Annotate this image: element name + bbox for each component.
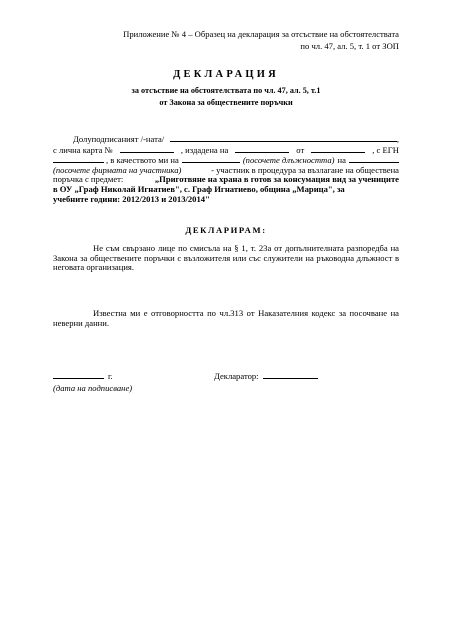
subject-text-3: учебните години: 2012/2013 и 2013/2014" (53, 193, 210, 204)
company-of-label: на (337, 155, 346, 166)
subject-text-2: в ОУ „Граф Николай Игнатиев", с. Граф Игнатиево, община „Марица", за (53, 183, 345, 194)
date-section (53, 371, 113, 381)
declare-heading: ДЕКЛАРИРАМ: (185, 225, 267, 235)
declarant-name-label: Долуподписаният /-ната/ (73, 134, 165, 144)
company-field[interactable] (349, 155, 399, 163)
issued-on-label: , издадена на (180, 144, 229, 155)
declaration-paragraph-1: Не съм свързано лице по смисъла на § 1, т. 23а от допълнителната разпоредба на Закона за обществените поръчки с възложителя или със служители на ръководна длъжност в неговата организация. (53, 243, 399, 273)
subtitle-line-1: за отсъствие на обстоятелствата по чл. 47, ал. 5, т.1 (131, 86, 321, 95)
issued-by-field[interactable] (311, 145, 365, 153)
document-subtitle (0, 85, 452, 108)
egn-field[interactable] (53, 155, 104, 163)
declarant-section (214, 371, 318, 381)
declarant-name-line (53, 134, 399, 145)
id-card-line (53, 145, 399, 156)
id-card-number-field[interactable] (120, 145, 174, 153)
annex-line-1: Приложение № 4 – Образец на декларация за отсъствие на обстоятелствата (123, 29, 399, 39)
company-hint: (посочете фирмата на участника) (53, 164, 182, 175)
declaration-paragraph-2: Известна ми е отговорността по чл.313 от Наказателния кодекс за посочване на неверни данни. (53, 308, 399, 328)
annex-line-2: по чл. 47, ал. 5, т. 1 от ЗОП (300, 40, 399, 51)
subtitle-line-2: от Закона за обществените поръчки (159, 97, 293, 107)
issued-date-field[interactable] (235, 145, 289, 153)
year-suffix: г. (108, 371, 113, 381)
declarant-details (53, 134, 399, 204)
participant-text: - участник в процедура за възлагане на обществена (211, 164, 399, 175)
position-field[interactable] (182, 155, 240, 163)
annex-note (123, 29, 399, 52)
signature-field[interactable] (263, 371, 318, 379)
date-field[interactable] (53, 371, 104, 379)
declarant-name-comma: , (396, 134, 399, 144)
document-title: ДЕКЛАРАЦИЯ (173, 69, 279, 80)
subject-line-3 (53, 195, 399, 205)
issued-by-label: от (296, 144, 305, 155)
id-card-label: с лична карта № (53, 144, 113, 155)
date-caption: (дата на подписване) (53, 383, 133, 393)
egn-label: , с ЕГН (372, 144, 399, 155)
capacity-label: , в качеството ми на (106, 155, 179, 166)
subject-text-1: „Приготвяне на храна в готов за консумация вид за учениците (154, 174, 399, 185)
declarant-name-field[interactable] (170, 134, 397, 142)
subject-label: поръчка с предмет: (53, 174, 124, 185)
declarant-label: Декларатор: (214, 371, 259, 381)
signature-row (53, 371, 399, 383)
position-hint: (посочете длъжността) (242, 155, 335, 166)
